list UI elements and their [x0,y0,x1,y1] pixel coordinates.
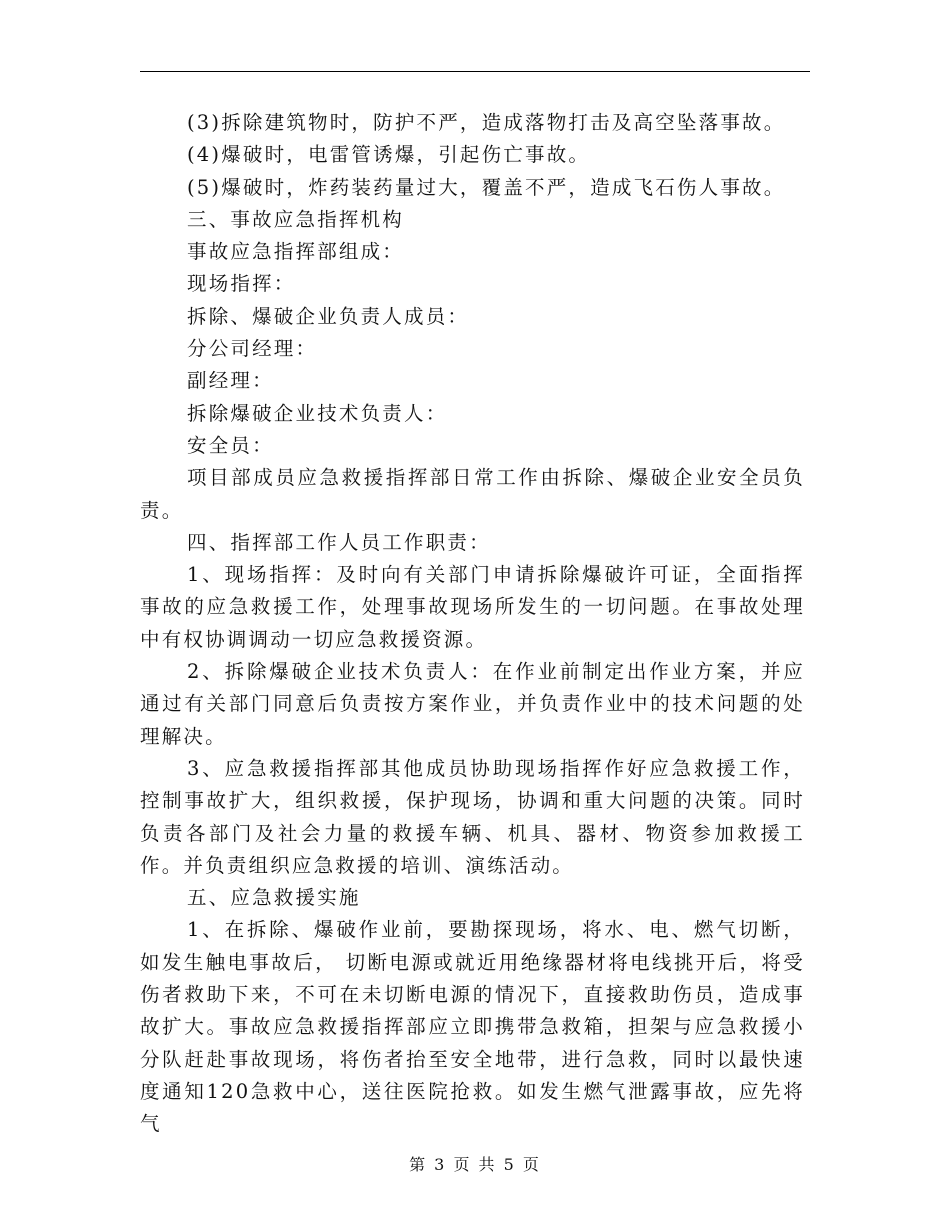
paragraph: 3、应急救援指挥部其他成员协助现场指挥作好应急救援工作，控制事故扩大，组织救援，保护现场，协调和重大问题的决策。同时负责各部门及社会力量的救援车辆、机具、器材、物资参加救援工作。并负责组织应急救援的培训、演练活动。 [140,756,805,877]
text-line: 副经理： [187,369,274,393]
text-line: 拆除爆破企业技术负责人： [187,401,448,425]
text-line: 事故应急指挥部组成： [187,240,405,264]
document-body [140,107,805,1141]
text-line: (3)拆除建筑物时，防护不严，造成落物打击及高空坠落事故。 [187,111,786,134]
text-line: (5)爆破时，炸药装药量过大，覆盖不严，造成飞石伤人事故。 [187,175,786,199]
paragraph: 1、在拆除、爆破作业前，要勘探现场，将水、电、燃气切断，如发生触电事故后， 切断电源或就近用绝缘器材将电线挑开后，将受伤者救助下来，不可在未切断电源的情况下，直接救助伤员，造成事故扩大。事故应急救援指挥部应立即携带急救箱，担架与应急救援小分队赶赴事故现场，将伤者抬至安全地带，进行急救，同时以最快速度通知120急救中心，送往医院抢救。如发生燃气泄露事故，应先将气 [140,918,805,1136]
paragraph: 项目部成员应急救援指挥部日常工作由拆除、爆破企业安全员负责。 [140,466,805,522]
section-heading: 三、事故应急指挥机构 [187,207,405,231]
section-heading: 五、应急救援实施 [187,886,361,910]
text-line: 安全员： [187,433,274,457]
header-rule [140,71,810,72]
page-footer: 第 3 页 共 5 页 [409,1155,541,1174]
paragraph: 2、拆除爆破企业技术负责人：在作业前制定出作业方案，并应通过有关部门同意后负责按方案作业，并负责作业中的技术问题的处理解决。 [140,660,805,748]
section-heading: 四、指挥部工作人员工作职责： [187,530,491,554]
text-line: 现场指挥： [187,272,296,296]
paragraph: 1、现场指挥：及时向有关部门申请拆除爆破许可证，全面指挥事故的应急救援工作，处理事故现场所发生的一切问题。在事故处理中有权协调调动一切应急救援资源。 [140,563,805,651]
text-line: (4)爆破时，电雷管诱爆，引起伤亡事故。 [187,143,591,167]
text-line: 分公司经理： [187,337,318,361]
text-line: 拆除、爆破企业负责人成员： [187,304,470,328]
